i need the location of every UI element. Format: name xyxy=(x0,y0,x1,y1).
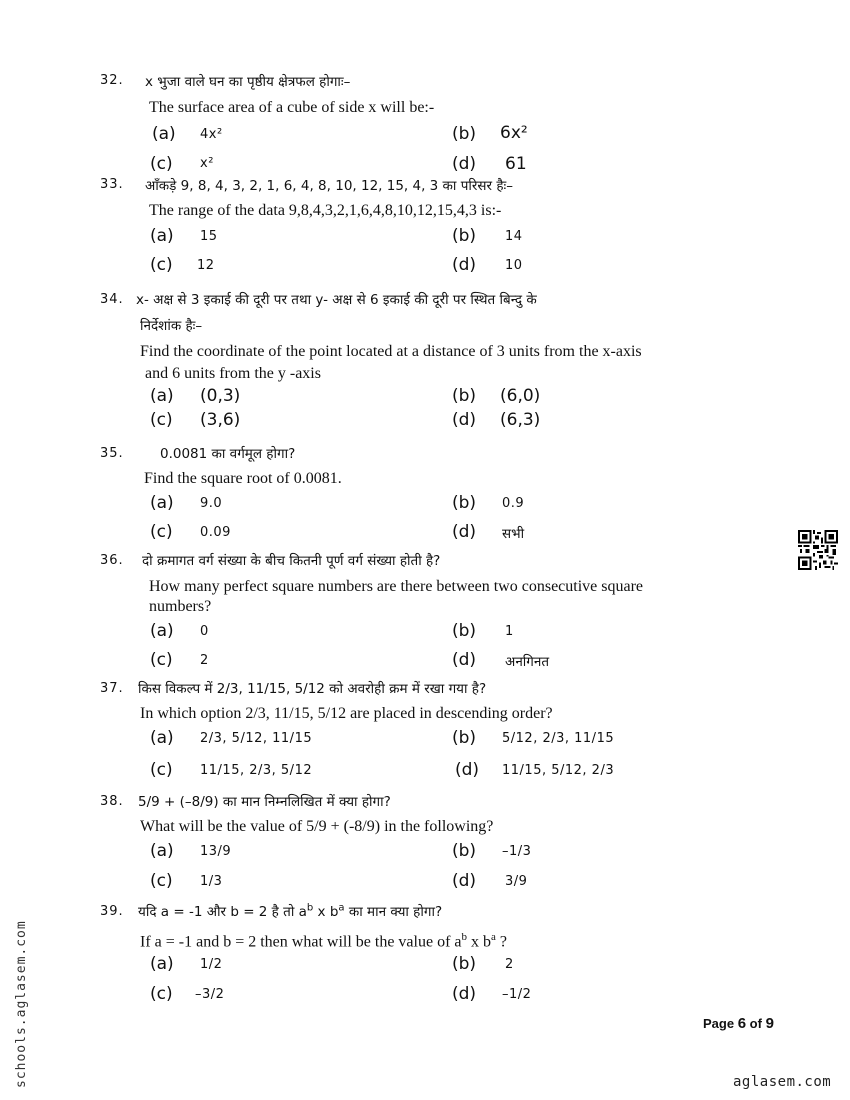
page-current: 6 xyxy=(737,1015,747,1032)
option-value: 0.9 xyxy=(502,496,525,511)
question-text-hindi: 5/9 + (–8/9) का मान निम्नलिखित में क्या होगा? xyxy=(138,794,391,810)
question-number: 36. xyxy=(100,553,124,568)
option-label: (a) xyxy=(150,226,174,246)
page-label: Page xyxy=(703,1016,735,1031)
option-label: (b) xyxy=(452,954,477,974)
question-text-hindi: 0.0081 का वर्गमूल होगा? xyxy=(160,446,296,462)
question-text-english: In which option 2/3, 11/15, 5/12 are placed in descending order? xyxy=(140,705,553,722)
question-text-english: The surface area of a cube of side x will be:- xyxy=(149,99,435,116)
option-label: (d) xyxy=(452,255,477,275)
option-value: 6x² xyxy=(500,123,528,143)
option-label: (a) xyxy=(152,124,176,144)
option-value: 9.0 xyxy=(200,496,223,511)
option-value: (6,3) xyxy=(500,410,541,430)
question-text-english: Find the square root of 0.0081. xyxy=(144,470,342,487)
option-label: (b) xyxy=(452,226,477,246)
option-value: 5/12, 2/3, 11/15 xyxy=(502,731,615,746)
page-of: of xyxy=(749,1016,762,1031)
option-label: (b) xyxy=(452,386,477,406)
exponent-a: a xyxy=(338,902,345,914)
option-label: (c) xyxy=(150,650,173,670)
option-label: (c) xyxy=(150,255,173,275)
option-label: (c) xyxy=(150,984,173,1004)
question-text-english: The range of the data 9,8,4,3,2,1,6,4,8,10,12,15,4,3 is:- xyxy=(149,202,502,219)
option-label: (c) xyxy=(150,154,173,174)
option-value: 14 xyxy=(505,229,523,244)
question-number: 39. xyxy=(100,904,124,919)
qr-code-icon xyxy=(798,530,838,570)
option-value: 4x² xyxy=(200,127,223,142)
question-text-english xyxy=(140,931,507,951)
option-label: (c) xyxy=(150,760,173,780)
option-label: (b) xyxy=(452,621,477,641)
option-label: (c) xyxy=(150,871,173,891)
option-value: 0.09 xyxy=(200,525,231,540)
hindi-text-part: यदि a = -1 और b = 2 है तो a xyxy=(138,904,307,920)
option-value: सभी xyxy=(502,526,525,542)
option-value: (3,6) xyxy=(200,410,241,430)
option-value: 1 xyxy=(505,624,514,639)
english-text-part: x b xyxy=(467,933,491,951)
option-label: (d) xyxy=(452,522,477,542)
option-value: 3/9 xyxy=(505,874,528,889)
option-value: 12 xyxy=(197,258,215,273)
hindi-text-part: का मान क्या होगा? xyxy=(344,904,443,920)
option-label: (a) xyxy=(150,386,174,406)
option-value: 1/3 xyxy=(200,874,223,889)
page-number xyxy=(703,1015,774,1032)
option-label: (a) xyxy=(150,728,174,748)
option-value: 13/9 xyxy=(200,844,232,859)
question-text-hindi: x- अक्ष से 3 इकाई की दूरी पर तथा y- अक्ष से 6 इकाई की दूरी पर स्थित बिन्दु के xyxy=(136,292,537,308)
option-value: अनगिनत xyxy=(505,654,550,670)
option-label: (a) xyxy=(150,841,174,861)
question-text-hindi: निर्देशांक हैः– xyxy=(140,318,203,334)
option-label: (d) xyxy=(452,410,477,430)
option-label: (b) xyxy=(452,124,477,144)
option-label: (b) xyxy=(452,728,477,748)
option-label: (b) xyxy=(452,841,477,861)
option-label: (d) xyxy=(452,154,477,174)
question-number: 37. xyxy=(100,681,124,696)
option-value: –3/2 xyxy=(195,987,225,1002)
option-value: 10 xyxy=(505,258,523,273)
option-value: 61 xyxy=(505,154,527,174)
option-value: 15 xyxy=(200,229,218,244)
option-label: (a) xyxy=(150,954,174,974)
question-number: 34. xyxy=(100,292,124,307)
page-total: 9 xyxy=(765,1015,774,1032)
option-value: 11/15, 2/3, 5/12 xyxy=(200,763,313,778)
question-text-english: numbers? xyxy=(149,598,212,615)
exponent-b: b xyxy=(461,931,467,943)
option-label: (a) xyxy=(150,621,174,641)
site-url[interactable]: aglasem.com xyxy=(733,1074,832,1090)
watermark-url: schools.aglasem.com xyxy=(14,920,29,1088)
option-value: (0,3) xyxy=(200,386,241,406)
option-value: 2 xyxy=(505,957,514,972)
option-value: 0 xyxy=(200,624,209,639)
option-label: (d) xyxy=(452,984,477,1004)
english-text-part: If a = -1 and b = 2 then what will be the value of a xyxy=(140,933,462,951)
hindi-text-part: x b xyxy=(313,904,339,920)
question-number: 35. xyxy=(100,446,124,461)
question-text-hindi: किस विकल्प में 2/3, 11/15, 5/12 को अवरोही क्रम में रखा गया है? xyxy=(138,681,487,697)
option-label: (c) xyxy=(150,522,173,542)
exponent-a: a xyxy=(491,931,496,943)
option-value: x² xyxy=(200,156,214,171)
option-value: –1/3 xyxy=(502,844,532,859)
question-text-hindi: आँकड़े 9, 8, 4, 3, 2, 1, 6, 4, 8, 10, 12, 15, 4, 3 का परिसर हैः– xyxy=(145,178,513,194)
english-text-part: ? xyxy=(495,933,507,951)
option-value: 2/3, 5/12, 11/15 xyxy=(200,731,313,746)
option-value: 2 xyxy=(200,653,209,668)
option-value: –1/2 xyxy=(502,987,532,1002)
question-text-hindi: x भुजा वाले घन का पृष्ठीय क्षेत्रफल होगाः– xyxy=(145,74,351,90)
question-number: 38. xyxy=(100,794,124,809)
question-text-english: How many perfect square numbers are there between two consecutive square xyxy=(149,578,644,595)
option-label: (d) xyxy=(452,650,477,670)
option-label: (b) xyxy=(452,493,477,513)
option-label: (d) xyxy=(455,760,480,780)
option-label: (a) xyxy=(150,493,174,513)
option-label: (c) xyxy=(150,410,173,430)
question-text-english: and 6 units from the y -axis xyxy=(145,365,321,382)
option-value: 1/2 xyxy=(200,957,223,972)
question-number: 33. xyxy=(100,177,124,192)
question-text-english: What will be the value of 5/9 + (-8/9) in the following? xyxy=(140,818,494,835)
question-text-english: Find the coordinate of the point located at a distance of 3 units from the x-axis xyxy=(140,343,642,360)
option-label: (d) xyxy=(452,871,477,891)
exponent-b: b xyxy=(306,902,314,914)
option-value: (6,0) xyxy=(500,386,541,406)
question-text-hindi: दो क्रमागत वर्ग संख्या के बीच कितनी पूर्ण वर्ग संख्या होती है? xyxy=(142,553,441,569)
option-value: 11/15, 5/12, 2/3 xyxy=(502,763,615,778)
question-number: 32. xyxy=(100,73,124,88)
question-text-hindi xyxy=(138,902,442,920)
